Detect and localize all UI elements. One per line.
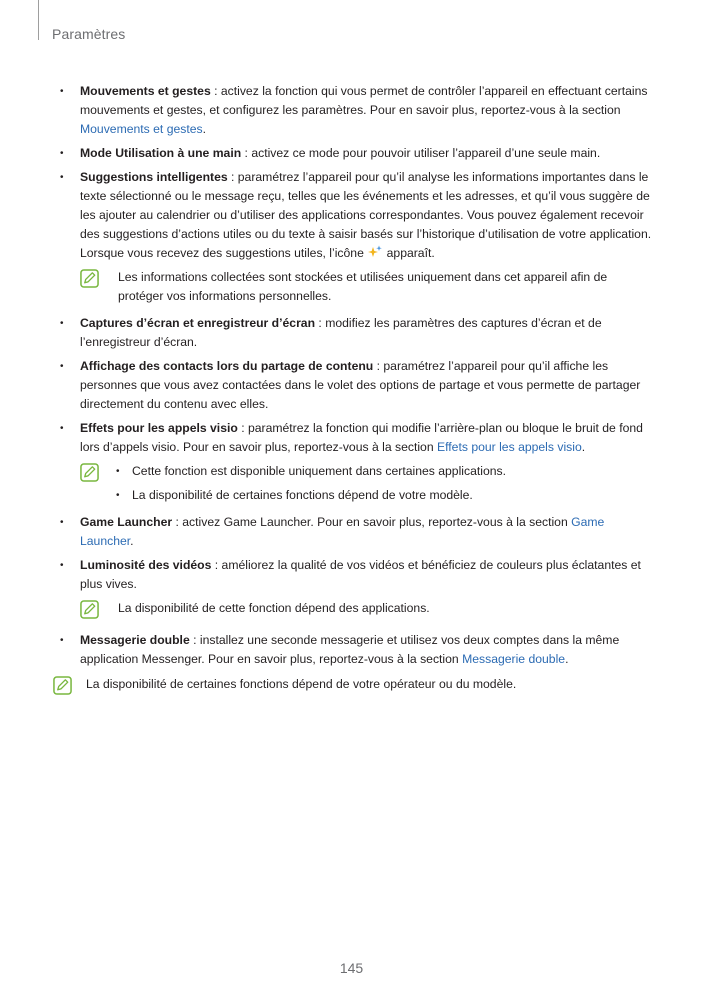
note-icon (80, 463, 99, 482)
item-title: Game Launcher (80, 515, 173, 529)
bullet: • (60, 517, 64, 528)
page-content (60, 82, 652, 694)
bullet: • (60, 86, 64, 97)
bullet: • (116, 490, 120, 501)
section-link-game-launcher[interactable]: Game Launcher (80, 515, 605, 548)
page-number: 145 (339, 960, 364, 976)
final-note (56, 675, 652, 694)
bullet: • (60, 172, 64, 183)
bullet: • (60, 423, 64, 434)
note-icon (80, 600, 99, 619)
list-item-effets-appels-visio: • Effets pour les appels visio : paramétrez la fonction qui modifie l’arrière-plan ou bloque le bruit de fond lors d’appels visio. Pour en savoir plus, reportez-vous à la section Effets pour les appels visio. (60, 421, 643, 454)
note-list-item: • Cette fonction est disponible uniquement dans certaines applications. (116, 462, 652, 481)
note-appels-visio (60, 462, 652, 505)
bullet: • (60, 635, 64, 646)
note-list-item: • La disponibilité de certaines fonctions dépend de votre modèle. (116, 486, 652, 505)
item-title: Mouvements et gestes (80, 84, 211, 98)
item-title: Luminosité des vidéos (80, 558, 212, 572)
note-data-privacy (60, 268, 652, 306)
section-link-messagerie-double[interactable]: Messagerie double (462, 652, 566, 666)
list-item-game-launcher: • Game Launcher : activez Game Launcher. Pour en savoir plus, reportez-vous à la section Game Launcher. (60, 515, 605, 548)
item-title: Messagerie double (80, 633, 190, 647)
bullet: • (116, 466, 120, 477)
header-rule (38, 0, 39, 40)
note-text: La disponibilité de certaines fonctions dépend de votre opérateur ou du modèle. (86, 677, 517, 691)
note-icon (53, 676, 72, 695)
item-text: : paramétrez l’appareil pour qu’il affiche les personnes que vous avez contactées dans le volet des options de partage et vous permette de partager directement du contenu avec elles. (80, 359, 641, 411)
item-text: : installez une seconde messagerie et utilisez vos deux comptes dans la même application Messenger. Pour en savoir plus, reportez-vous à la section (80, 633, 620, 666)
page-header-title: Paramètres (52, 26, 126, 42)
item-text: : modifiez les paramètres des captures d’écran et de l’enregistreur d’écran. (80, 316, 602, 349)
bullet: • (60, 148, 64, 159)
list-item-luminosite-videos (60, 556, 652, 594)
item-title: Affichage des contacts lors du partage de contenu (80, 359, 374, 373)
section-link-mouvements-gestes[interactable]: Mouvements et gestes (80, 122, 203, 136)
item-text: : activez ce mode pour pouvoir utiliser l’appareil d’une seule main. (241, 146, 601, 160)
list-item-suggestions-intelligentes: • Suggestions intelligentes : paramétrez l’appareil pour qu’il analyse les informations importantes dans le texte sélectionné ou le message reçu, telles que les événements et les adresses, et qu’il vous suggère de les ajouter au calendrier ou d’utiliser des applications correspondantes. Vous pouvez également recevoir des suggestions d’actions utiles ou du texte à saisir basés sur l’historique d’utilisation de votre application. Lorsque vous recevez des suggestions utiles, l’icône apparaît. (60, 170, 652, 260)
item-text: : améliorez la qualité de vos vidéos et bénéficiez de couleurs plus éclatantes et plus vives. (80, 558, 641, 591)
list-item-affichage-contacts (60, 357, 652, 414)
note-text: La disponibilité de cette fonction dépend des applications. (118, 601, 430, 615)
item-title: Captures d’écran et enregistreur d’écran (80, 316, 316, 330)
note-icon (80, 269, 99, 288)
bullet: • (60, 560, 64, 571)
item-text: : activez Game Launcher. Pour en savoir plus, reportez-vous à la section (172, 515, 572, 529)
list-item-mode-une-main (60, 144, 652, 163)
note-text: Les informations collectées sont stockées et utilisées uniquement dans cet appareil afin de protéger vos informations personnelles. (118, 270, 608, 303)
item-title: Mode Utilisation à une main (80, 146, 242, 160)
item-text: : activez la fonction qui vous permet de contrôler l’appareil en effectuant certains mouvements et gestes, et configurez les paramètres. Pour en savoir plus, reportez-vous à la section (80, 84, 648, 117)
sparkle-icon (367, 245, 383, 259)
list-item-captures-ecran (60, 314, 652, 352)
list-item-messagerie-double: • Messagerie double : installez une seconde messagerie et utilisez vos deux comptes dans la même application Messenger. Pour en savoir plus, reportez-vous à la section Messagerie double. (60, 633, 620, 666)
item-title: Suggestions intelligentes (80, 170, 228, 184)
item-text: : paramétrez l’appareil pour qu’il analyse les informations importantes dans le texte sélectionné ou le message reçu, telles que les événements et les adresses, et qu’il vous suggère de les ajouter au calendrier ou d’utiliser des applications correspondantes. Vous pouvez également recevoir des suggestions d’actions utiles ou du texte à saisir basés sur l’historique d’utilisation de votre application. Lorsque vous recevez des suggestions utiles, l’icône (80, 170, 652, 260)
bullet: • (60, 318, 64, 329)
item-title: Effets pour les appels visio (80, 421, 238, 435)
bullet: • (60, 361, 64, 372)
note-luminosite (60, 599, 652, 623)
section-link-effets-appels-visio[interactable]: Effets pour les appels visio (437, 440, 582, 454)
list-item-mouvements-gestes: • Mouvements et gestes : activez la fonction qui vous permet de contrôler l’appareil en effectuant certains mouvements et gestes, et configurez les paramètres. Pour en savoir plus, reportez-vous à la section Mouvements et gestes. (60, 84, 648, 136)
item-text: : paramétrez la fonction qui modifie l’arrière-plan ou bloque le bruit de fond lors d’appels visio. Pour en savoir plus, reportez-vous à la section (80, 421, 643, 454)
